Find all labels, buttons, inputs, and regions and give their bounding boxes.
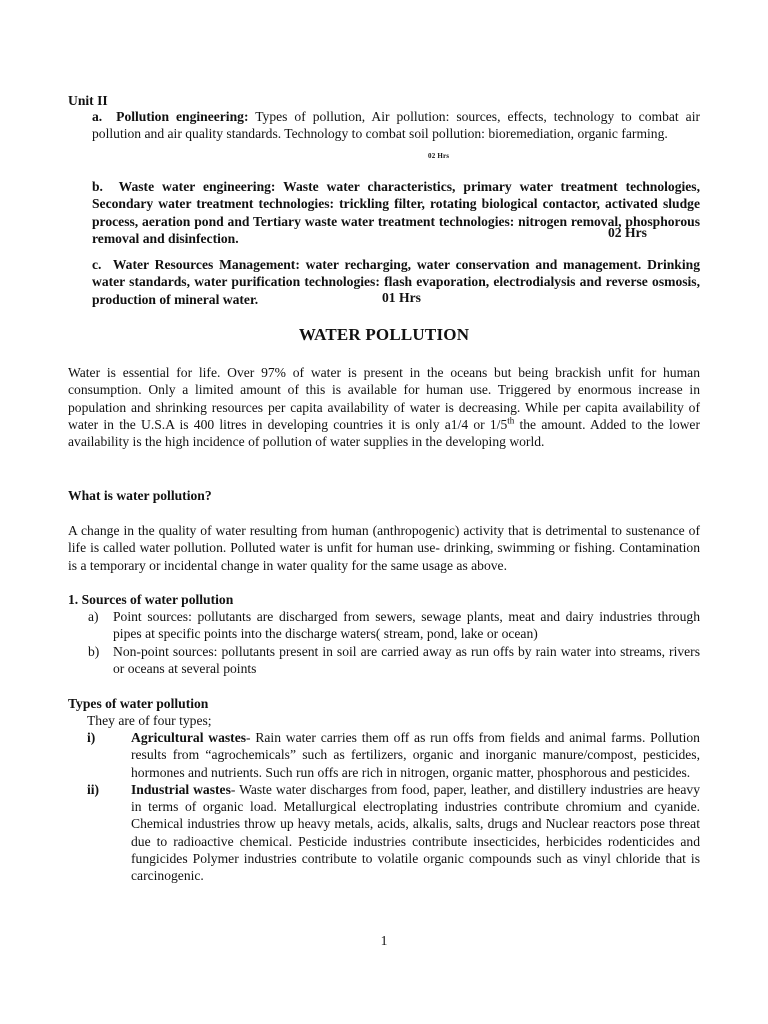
source-item-a-marker: a) [88, 609, 99, 624]
unit-item-a-text [92, 108, 700, 143]
types-intro: They are of four types; [87, 713, 212, 728]
type-item-agricultural-marker: i) [87, 730, 96, 745]
page-number: 1 [380, 933, 388, 948]
source-item-b-marker: b) [88, 643, 100, 659]
unit-item-a-body: Types of pollution, Air pollution: sources, effects, technology to combat air pollution and air quality standards. Technology to combat soil pollution: bioremediation, organic farming. [92, 109, 700, 142]
sources-heading: 1. Sources of water pollution [68, 592, 234, 607]
unit-item-c-marker: c. [92, 257, 102, 272]
main-heading: WATER POLLUTION [298, 325, 470, 344]
what-is-heading: What is water pollution? [68, 488, 212, 503]
unit-item-b-hours: 02 Hrs [608, 225, 647, 240]
unit-item-a [92, 108, 700, 143]
intro-paragraph-superscript: th [507, 415, 515, 426]
types-heading: Types of water pollution [68, 696, 209, 711]
unit-item-c-body: Water Resources Management: water recharging, water conservation and management. Drinking water standards, water purification technologies: flash evaporation, electrodialysis and reverse osmosis, production of mineral water. [92, 257, 700, 307]
intro-paragraph [68, 364, 700, 450]
unit-item-c-hours: 01 Hrs [382, 290, 421, 305]
type-item-agricultural [87, 729, 700, 781]
source-item-b-text: Non-point sources: pollutants present in soil are carried away as run offs by rain water into streams, rivers or oceans at several points [113, 643, 700, 676]
type-item-industrial [87, 781, 700, 885]
type-item-industrial-marker: ii) [87, 781, 100, 797]
definition-paragraph: A change in the quality of water resulting from human (anthropogenic) activity that is detrimental to sustenance of life is called water pollution. Polluted water is unfit for human use- drinking, swimming or fishing. Contamination is a temporary or incidental change in water quality for the same usage as above. [68, 523, 700, 573]
source-item-a-text: Point sources: pollutants are discharged from sewers, sewage plants, meat and dairy industries through pipes at specific points into the discharge waters( stream, pond, lake or ocean) [113, 609, 700, 642]
unit-item-b-body: Waste water engineering: Waste water characteristics, primary water treatment technologies, Secondary water treatment technologies: trickling filter, rotating biological contactor, activated sludge process, aeration pond and Tertiary waste water treatment technologies: nitrogen removal, phosphorous removal and disinfection. [92, 179, 700, 246]
unit-item-a-label: Pollution engineering: [116, 109, 249, 124]
types-list [87, 729, 700, 885]
intro-paragraph-text-end: the amount. Added to the lower availability is the high incidence of pollution of water supplies in the developing world. [68, 416, 700, 450]
sources-list [88, 608, 700, 677]
unit-item-b-marker: b. [92, 179, 103, 194]
type-item-industrial-label: Industrial wastes [131, 781, 231, 797]
intro-paragraph-text: Water is essential for life. Over 97% of water is present in the oceans but being brackish unfit for human consumption. Only a limited amount of this is available for human use. Triggered by enormous increase in population and shrinking resources per capita availability of water is decreasing. While per capita availability of water in the U.S.A is 400 litres in developing countries it is only a1/4 or 1/5 [68, 365, 700, 432]
unit-item-a-marker: a. [92, 109, 103, 124]
source-item-a [88, 608, 700, 643]
unit-item-a-hours: 02 Hrs [428, 152, 450, 160]
source-item-b [88, 643, 700, 678]
type-item-agricultural-label: Agricultural wastes [131, 730, 247, 745]
unit-title: Unit II [68, 93, 108, 108]
type-item-agricultural-text: - Rain water carries them off as run offs from fields and animal farms. Pollution results from “agrochemicals” such as fertilizers, organic and inorganic manure/compost, pesticides, hormones and nutrients. Such run offs are rich in nitrogen, organic matter, phosphorous and pesticides. [131, 730, 700, 780]
type-item-industrial-text: - Waste water discharges from food, paper, leather, and distillery industries are heavy in terms of organic load. Metallurgical electroplating industries contribute chromium and cyanide. Chemical industries throw up heavy metals, acids, alkalis, salts, drugs and Nuclear reactors pose threat due to radioactive chemical. Pesticide industries contribute insecticides, herbicides rodenticides and fungicides Polymer industries contribute to volatile organic compounds such as vinyl chloride that is carcinogenic. [131, 781, 700, 884]
